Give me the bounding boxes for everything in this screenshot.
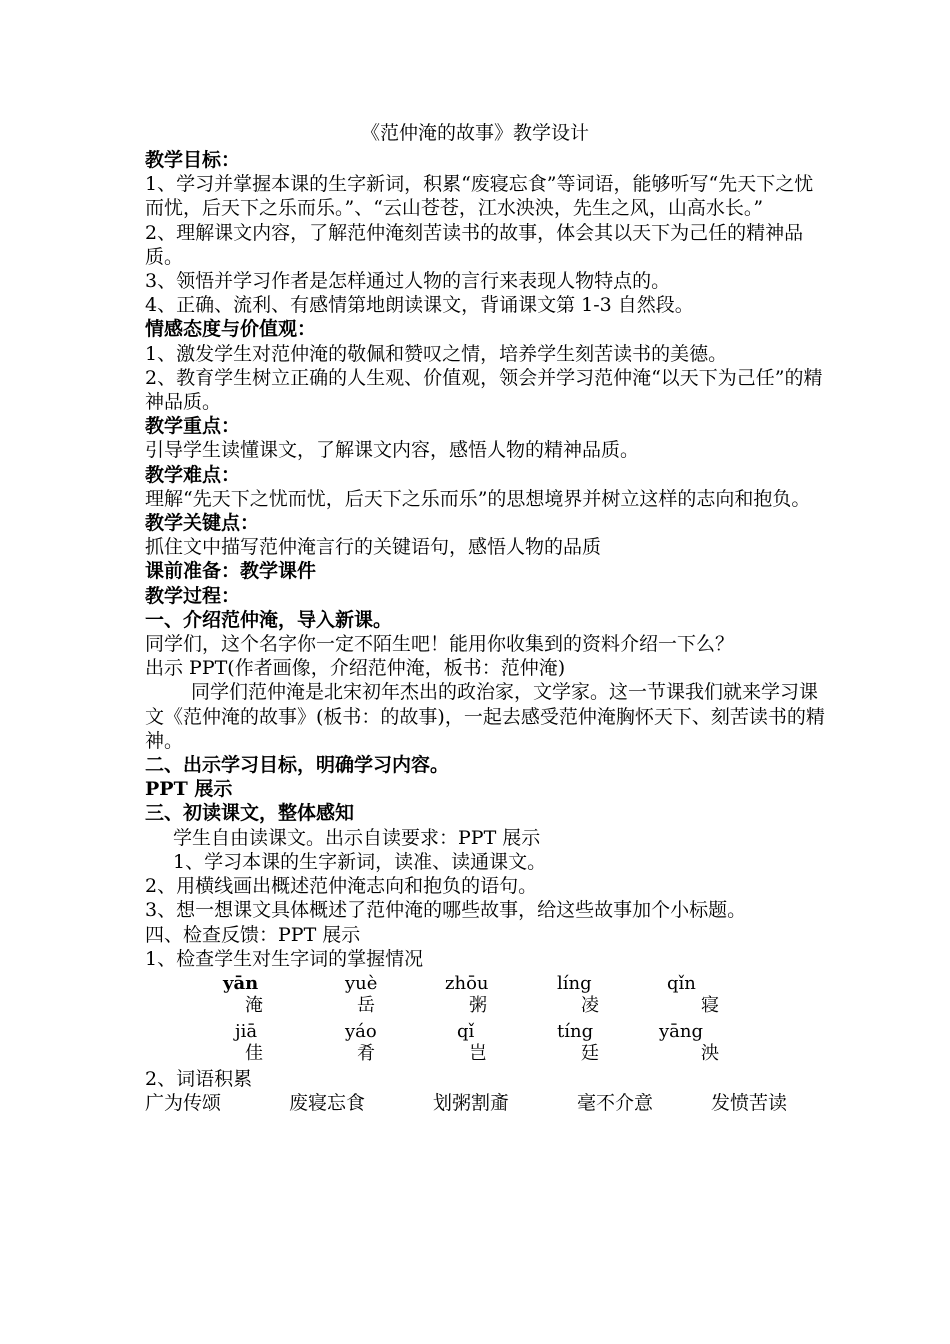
step1-line: 出示 PPT(作者画像，介绍范仲淹，板书：范仲淹): [145, 657, 566, 680]
objective-item: 3、领悟并学习作者是怎样通过人物的言行来表现人物特点的。: [145, 270, 671, 293]
process-heading: 教学过程：: [145, 584, 241, 607]
step3-item: 3、想一想课文具体概述了范仲淹的哪些故事，给这些故事加个小标题。: [145, 899, 747, 922]
pinyin: yáo: [345, 1020, 377, 1042]
hanzi: 岂: [469, 1042, 487, 1064]
vocab-word: 广为传颂: [145, 1092, 222, 1115]
step1-line: 同学们，这个名字你一定不陌生吧！能用你收集到的资料介绍一下么？: [145, 633, 735, 656]
keypoint-heading: 教学关键点：: [145, 512, 260, 535]
pinyin: yān: [223, 972, 259, 994]
hanzi: 粥: [469, 994, 487, 1016]
pinyin: yāng: [659, 1020, 704, 1042]
hanzi: 佳: [245, 1042, 263, 1064]
pinyin: qǐn: [667, 972, 696, 994]
step4-item: 1、检查学生对生字词的掌握情况: [145, 947, 424, 970]
vocab-row: [145, 1091, 825, 1121]
pinyin: zhōu: [445, 972, 489, 994]
document-title: 《范仲淹的故事》教学设计: [360, 122, 589, 144]
step1-paragraph: 同学们范仲淹是北宋初年杰出的政治家，文学家。这一节课我们就来学习课文《范仲淹的故事》(板书：的故事)，一起去感受范仲淹胸怀天下、刻苦读书的精神。: [145, 681, 825, 752]
hanzi: 淹: [245, 994, 263, 1016]
difficulty-heading: 教学难点：: [145, 463, 241, 486]
prep-line: 课前准备：教学课件: [145, 560, 317, 583]
step3-heading: 三、初读课文，整体感知: [145, 802, 355, 825]
vocab-word: 毫不介意: [577, 1092, 654, 1115]
hanzi: 寝: [701, 994, 719, 1016]
objectives-heading: 教学目标：: [145, 149, 241, 171]
pinyin: líng: [557, 972, 592, 994]
step1-heading: 一、介绍范仲淹，导入新课。: [145, 608, 393, 631]
keypoint-text: 抓住文中描写范仲淹言行的关键语句，感悟人物的品质: [145, 536, 602, 559]
hanzi: 泱: [701, 1042, 719, 1064]
objective-item: 1、学习并掌握本课的生字新词，积累“废寝忘食”等词语，能够听写“先天下之忧而忧，后天下之乐而乐。”、“云山苍苍，江水泱泱，先生之风，山高水长。”: [145, 173, 814, 220]
hanzi: 岳: [357, 994, 375, 1016]
step2-heading: 二、出示学习目标，明确学习内容。: [145, 754, 450, 777]
hanzi: 廷: [581, 1042, 599, 1064]
emotion-item: 2、教育学生树立正确的人生观、价值观，领会并学习范仲淹“以天下为己任”的精神品质。: [145, 366, 823, 414]
emotion-item: 1、激发学生对范仲淹的敬佩和赞叹之情，培养学生刻苦读书的美德。: [145, 342, 728, 365]
step4-item: 2、词语积累: [145, 1067, 253, 1090]
pinyin: yuè: [345, 972, 378, 994]
pinyin-table: [145, 971, 825, 1067]
vocab-word: 废寝忘食: [289, 1092, 366, 1115]
step3-item: 1、学习本课的生字新词，读准、读通课文。: [173, 850, 547, 873]
step2-line: PPT 展示: [145, 778, 233, 801]
pinyin: qǐ: [457, 1020, 475, 1042]
hanzi: 肴: [357, 1042, 375, 1064]
emotion-heading: 情感态度与价值观：: [145, 318, 317, 341]
step3-item: 2、用横线画出概述范仲淹志向和抱负的语句。: [145, 875, 538, 898]
document-body: [145, 148, 825, 1121]
step3-intro: 学生自由读课文。出示自读要求：PPT 展示: [173, 826, 541, 849]
objective-item: 4、正确、流利、有感情第地朗读课文，背诵课文第 1-3 自然段。: [145, 294, 694, 317]
key-text: 引导学生读懂课文，了解课文内容，感悟人物的精神品质。: [145, 439, 640, 462]
pinyin: jiā: [235, 1020, 258, 1042]
key-heading: 教学重点：: [145, 415, 241, 438]
vocab-word: 划粥割齑: [433, 1092, 510, 1115]
difficulty-text: 理解“先天下之忧而忧，后天下之乐而乐”的思想境界并树立这样的志向和抱负。: [145, 487, 811, 510]
step4-heading: 四、检查反馈：PPT 展示: [145, 923, 361, 946]
pinyin: tíng: [557, 1020, 594, 1042]
hanzi: 凌: [581, 994, 599, 1016]
vocab-word: 发愤苦读: [711, 1092, 788, 1115]
objective-item: 2、理解课文内容，了解范仲淹刻苦读书的故事，体会其以天下为己任的精神品质。: [145, 221, 804, 268]
